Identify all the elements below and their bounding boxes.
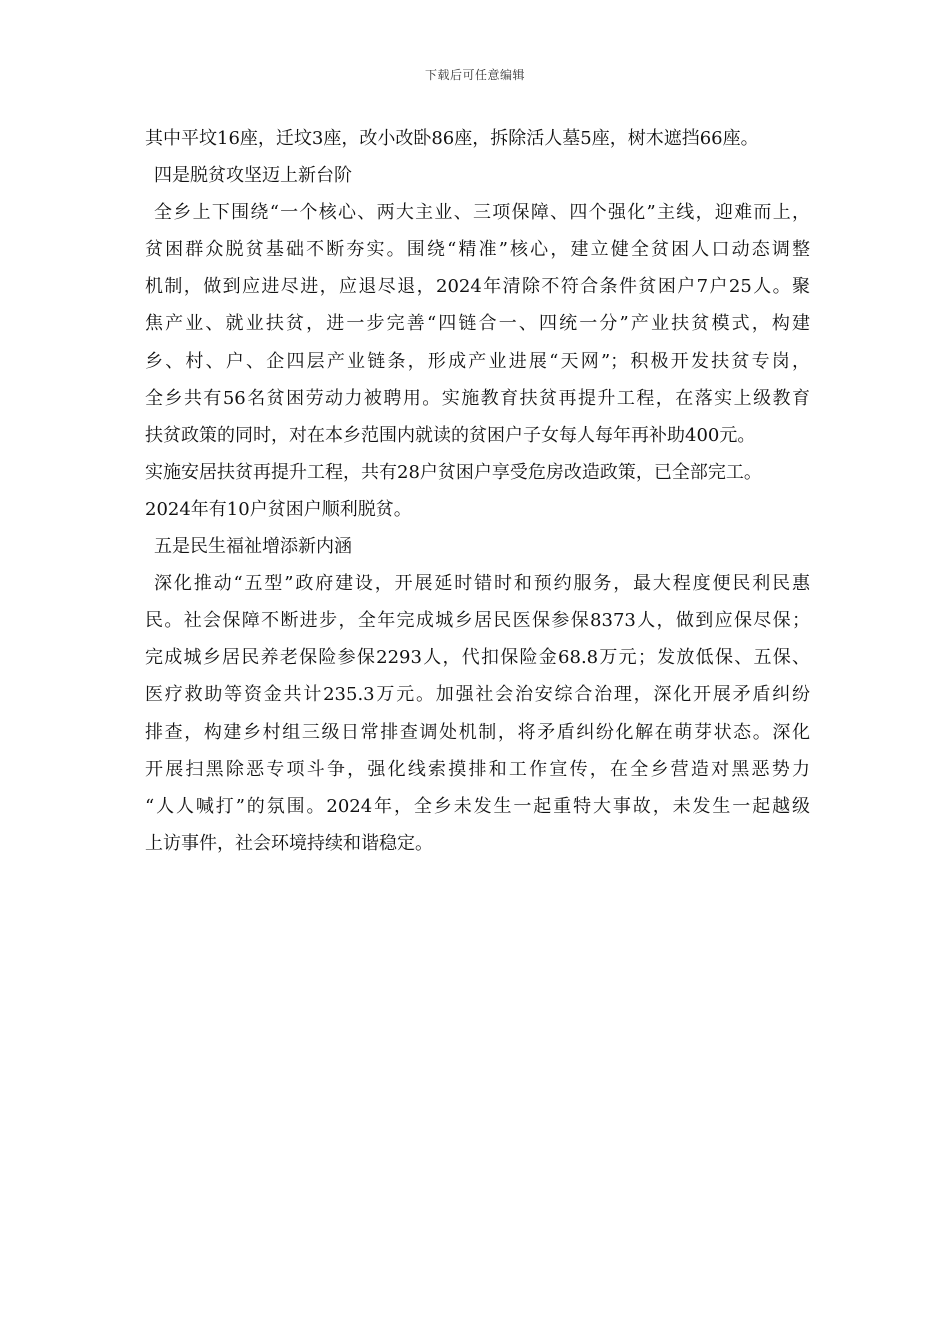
text-line: 其中平坟16座，迁坟3座，改小改卧86座，拆除活人墓5座，树木遮挡66座。	[145, 128, 759, 149]
text-line: 乡、村、户、企四层产业链条，形成产业进展“天网”；积极开发扶贫专岗，	[145, 350, 810, 372]
text-line: “人人喊打”的氛围。2024年，全乡未发生一起重特大事故，未发生一起越级	[145, 795, 810, 817]
text-line: 五是民生福祉增添新内涵	[154, 536, 352, 558]
text-line: 全乡上下围绕“一个核心、两大主业、三项保障、四个强化”主线，迎难而上，	[154, 202, 810, 224]
text-line: 扶贫政策的同时，对在本乡范围内就读的贫困户子女每人每年再补助400元。	[145, 424, 756, 446]
text-line: 焦产业、就业扶贫，进一步完善“四链合一、四统一分”产业扶贫模式，构建	[145, 313, 810, 335]
text-line: 开展扫黑除恶专项斗争，强化线索摸排和工作宣传，在全乡营造对黑恶势力	[145, 758, 810, 780]
text-line: 贫困群众脱贫基础不断夯实。围绕“精准”核心，建立健全贫困人口动态调整	[145, 239, 810, 261]
text-line: 医疗救助等资金共计235.3万元。加强社会治安综合治理，深化开展矛盾纠纷	[145, 684, 810, 706]
text-line: 全乡共有56名贫困劳动力被聘用。实施教育扶贫再提升工程，在落实上级教育	[145, 387, 810, 409]
text-line: 民。社会保障不断进步，全年完成城乡居民医保参保8373人，做到应保尽保；	[145, 610, 810, 632]
text-line: 排查，构建乡村组三级日常排查调处机制，将矛盾纠纷化解在萌芽状态。深化	[145, 721, 810, 743]
text-line: 四是脱贫攻坚迈上新台阶	[154, 165, 352, 187]
text-line: 实施安居扶贫再提升工程，共有28户贫困户享受危房改造政策，已全部完工。	[145, 461, 762, 483]
text-line: 完成城乡居民养老保险参保2293人，代扣保险金68.8万元；发放低保、五保、	[145, 647, 810, 669]
text-line: 2024年有10户贫困户顺利脱贫。	[145, 498, 412, 520]
text-line: 机制，做到应进尽进，应退尽退，2024年清除不符合条件贫困户7户25人。聚	[145, 276, 810, 298]
page-header: 下载后可任意编辑	[424, 68, 525, 82]
text-line: 上访事件，社会环境持续和谐稳定。	[145, 832, 433, 854]
document-body	[145, 120, 810, 862]
text-line: 深化推动“五型”政府建设，开展延时错时和预约服务，最大程度便民利民惠	[154, 573, 810, 595]
